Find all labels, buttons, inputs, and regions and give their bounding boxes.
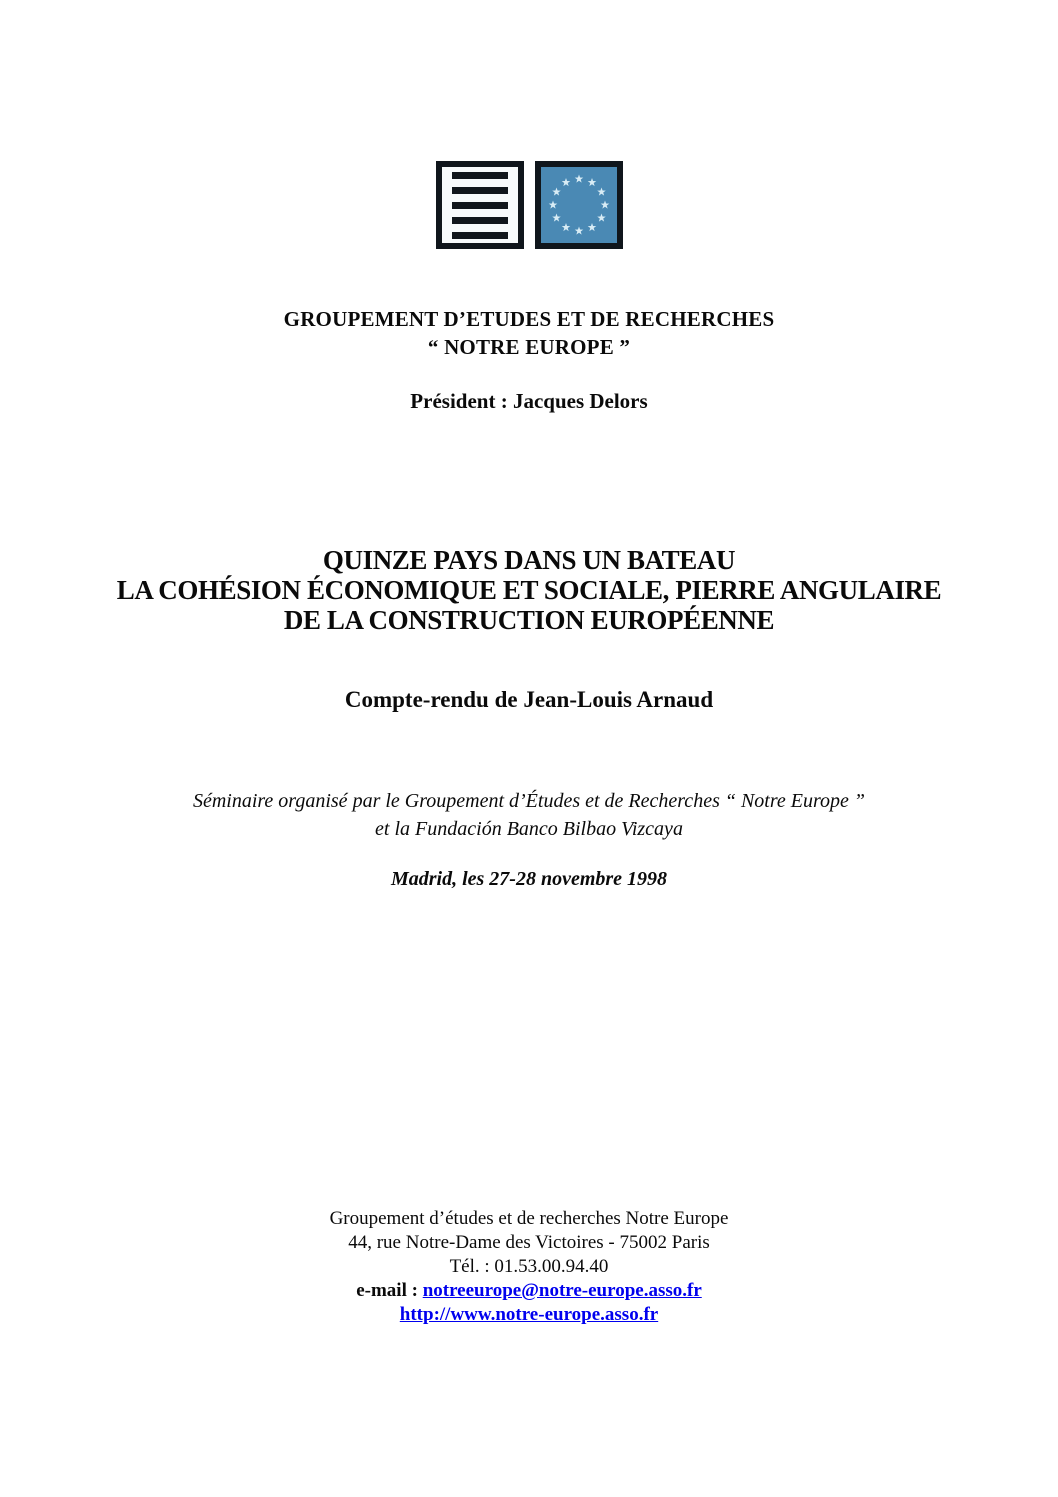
document-title — [0, 545, 1058, 635]
title-line1: QUINZE PAYS DANS UN BATEAU — [322, 545, 736, 575]
seminar-line1: Séminaire organisé par le Groupement d’Études et de Recherches “ Notre Europe ” — [192, 790, 866, 812]
seminar-info — [0, 787, 1058, 843]
title-line2: LA COHÉSION ÉCONOMIQUE ET SOCIALE, PIERRE ANGULAIRE — [116, 575, 942, 605]
seminar-line2: et la Fundación Banco Bilbao Vizcaya — [375, 818, 683, 840]
report-author-line: Compte-rendu de Jean-Louis Arnaud — [344, 687, 714, 712]
organization-name-line1: GROUPEMENT D’ETUDES ET DE RECHERCHES — [283, 307, 775, 331]
organization-header — [0, 305, 1058, 361]
title-line3: DE LA CONSTRUCTION EUROPÉENNE — [283, 605, 775, 635]
eu-stars-icon — [535, 161, 623, 249]
footer-phone: Tél. : 01.53.00.94.40 — [449, 1256, 609, 1277]
logo — [0, 0, 1058, 249]
contact-footer — [0, 1207, 1058, 1327]
email-label: e-mail : — [356, 1280, 423, 1301]
organization-name-line2: “ NOTRE EUROPE ” — [427, 335, 631, 359]
footer-org-name: Groupement d’études et de recherches Notre Europe — [329, 1208, 729, 1229]
footer-email-line — [0, 1279, 1058, 1303]
president-line: Président : Jacques Delors — [410, 389, 648, 413]
website-link[interactable]: http://www.notre-europe.asso.fr — [399, 1304, 659, 1325]
document-lines-icon — [436, 161, 524, 249]
seminar-date-place: Madrid, les 27-28 novembre 1998 — [390, 868, 668, 890]
footer-address: 44, rue Notre-Dame des Victoires - 75002 Paris — [348, 1232, 710, 1253]
email-link[interactable]: notreeurope@notre-europe.asso.fr — [422, 1280, 702, 1301]
